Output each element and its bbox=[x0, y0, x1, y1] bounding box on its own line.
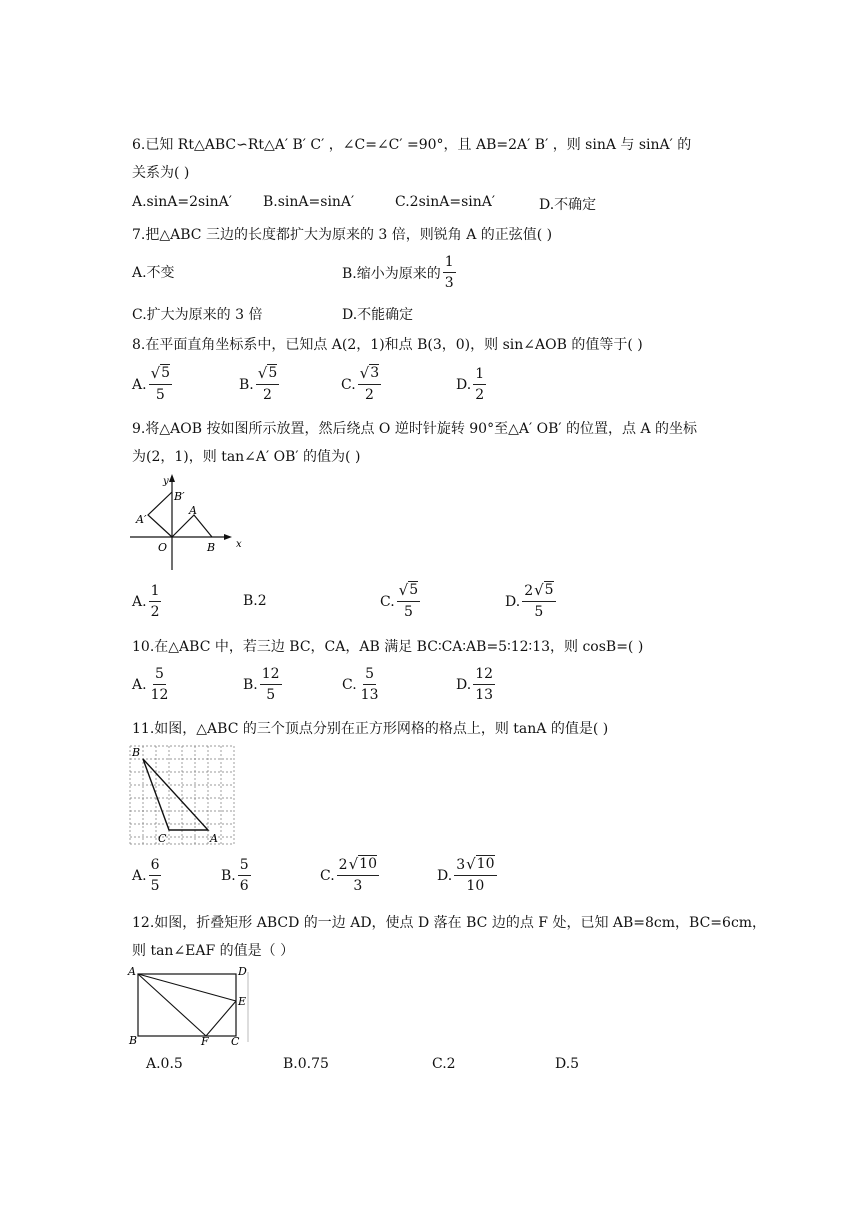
q6-line1: 6.已知 Rt△ABC∽Rt△A′ B′ C′ ，∠C=∠C′ =90°，且 AB=2A′ B′ ，则 sinA 与 sinA′ 的 bbox=[132, 137, 692, 153]
option-fraction bbox=[397, 581, 420, 622]
option-label: C. bbox=[342, 676, 357, 693]
segment-fe bbox=[206, 1001, 236, 1036]
triangle-aob bbox=[172, 515, 212, 537]
q6-line2: 关系为( ) bbox=[132, 165, 190, 181]
fraction-denominator: 12 bbox=[150, 687, 169, 703]
q12-option-d: D.5 bbox=[555, 1056, 580, 1072]
sqrt-icon: √ 5 bbox=[534, 581, 554, 599]
q10-option-c bbox=[342, 664, 381, 705]
coefficient: 3 bbox=[456, 857, 466, 873]
option-label: B. bbox=[243, 676, 258, 693]
fraction-denominator: 6 bbox=[239, 878, 249, 894]
a-label: A bbox=[189, 504, 197, 517]
coefficient: 2 bbox=[338, 857, 348, 873]
option-fraction bbox=[522, 581, 555, 622]
fraction-numerator: 6 bbox=[149, 855, 162, 876]
q9-option-c bbox=[380, 581, 420, 622]
q8-option-b bbox=[239, 364, 279, 405]
q7-option-d: D.不能确定 bbox=[342, 307, 414, 323]
d-label: D bbox=[238, 965, 247, 978]
q7-text: 7.把△ABC 三边的长度都扩大为原来的 3 倍，则锐角 A 的正弦值( ) bbox=[132, 227, 553, 243]
option-fraction bbox=[149, 664, 171, 705]
rectangle-abcd bbox=[138, 974, 236, 1036]
q9-option-b: B.2 bbox=[243, 593, 267, 609]
q8-option-c bbox=[341, 364, 381, 405]
fraction-denominator: 5 bbox=[534, 604, 544, 620]
fraction-numerator bbox=[454, 855, 496, 876]
fraction-numerator: 1 bbox=[443, 252, 456, 273]
b-label: B bbox=[132, 746, 141, 759]
option-fraction bbox=[260, 664, 282, 705]
q8-option-d bbox=[456, 364, 486, 405]
q8-text: 8.在平面直角坐标系中，已知点 A(2，1)和点 B(3，0)，则 sin∠AOB 的值等于( ) bbox=[132, 337, 643, 353]
sqrt-icon: √ 3 bbox=[359, 364, 380, 382]
a-label: A bbox=[210, 832, 218, 845]
fraction-denominator: 5 bbox=[155, 387, 165, 403]
q12-option-c: C.2 bbox=[432, 1056, 456, 1072]
option-label: C. bbox=[341, 376, 356, 393]
fraction-denominator: 10 bbox=[466, 878, 485, 894]
fraction-numerator bbox=[337, 855, 379, 876]
fraction-denominator: 5 bbox=[150, 878, 160, 894]
coefficient: 2 bbox=[524, 583, 534, 599]
x-axis-arrow-icon bbox=[224, 534, 232, 540]
q12-figure bbox=[126, 964, 256, 1046]
option-fraction bbox=[358, 364, 381, 405]
q10-text: 10.在△ABC 中，若三边 BC，CA，AB 满足 BC∶CA∶AB=5∶12∶13，则 cosB=( ) bbox=[132, 639, 644, 655]
q11-text: 11.如图，△ABC 的三个顶点分别在正方形网格的格点上，则 tanA 的值是( ) bbox=[132, 721, 609, 737]
q7-option-b-fraction bbox=[443, 252, 456, 293]
fraction-denominator: 2 bbox=[475, 387, 485, 403]
q12-option-a: A.0.5 bbox=[146, 1056, 183, 1072]
q11-option-c bbox=[320, 855, 379, 896]
fraction-numerator bbox=[358, 364, 381, 385]
radicand: 5 bbox=[409, 582, 419, 598]
q12-line2: 则 tan∠EAF 的值是（ ） bbox=[132, 943, 295, 959]
b-label: B bbox=[207, 541, 216, 554]
fraction-denominator: 2 bbox=[150, 604, 160, 620]
q6-option-a: A.sinA=2sinA′ bbox=[132, 194, 232, 210]
q7-option-b-prefix: B.缩小为原来的 bbox=[342, 265, 441, 282]
fraction-numerator bbox=[522, 581, 555, 602]
option-label: A. bbox=[132, 593, 147, 610]
fraction-numerator: 1 bbox=[473, 364, 486, 385]
x-label: x bbox=[236, 539, 242, 550]
q9-figure bbox=[128, 470, 246, 574]
f-label: F bbox=[201, 1035, 209, 1046]
radicand: 3 bbox=[370, 365, 380, 381]
e-label: E bbox=[238, 995, 247, 1008]
q9-option-a bbox=[132, 581, 161, 622]
fraction-denominator: 5 bbox=[403, 604, 413, 620]
option-fraction bbox=[454, 855, 496, 896]
option-label: A. bbox=[132, 867, 147, 884]
fraction-denominator: 2 bbox=[364, 387, 374, 403]
option-fraction bbox=[473, 664, 495, 705]
q6-option-d: D.不确定 bbox=[539, 197, 597, 213]
q11-option-d bbox=[437, 855, 497, 896]
option-label: D. bbox=[505, 593, 521, 610]
radicand: 5 bbox=[268, 365, 278, 381]
q10-option-b bbox=[243, 664, 282, 705]
q7-option-c: C.扩大为原来的 3 倍 bbox=[132, 307, 263, 323]
sqrt-icon: √ 5 bbox=[150, 364, 171, 382]
fraction-denominator: 3 bbox=[353, 878, 363, 894]
fraction-numerator: 5 bbox=[153, 664, 166, 685]
q10-option-a bbox=[132, 664, 170, 705]
option-label: D. bbox=[456, 376, 472, 393]
fraction-denominator: 5 bbox=[266, 687, 276, 703]
q7-option-a: A.不变 bbox=[132, 265, 175, 281]
option-fraction bbox=[149, 855, 162, 896]
c-label: C bbox=[158, 832, 167, 845]
a-label: A bbox=[128, 965, 136, 978]
radicand: 10 bbox=[476, 856, 495, 872]
option-label: D. bbox=[437, 867, 453, 884]
q6-option-b: B.sinA=sinA′ bbox=[263, 194, 355, 210]
option-label: A. bbox=[132, 376, 147, 393]
q6-option-c: C.2sinA=sinA′ bbox=[395, 194, 496, 210]
option-label: B. bbox=[239, 376, 254, 393]
c-label: C bbox=[231, 1035, 240, 1046]
q8-option-a bbox=[132, 364, 172, 405]
option-label: D. bbox=[456, 676, 472, 693]
sqrt-icon: √ 10 bbox=[348, 855, 377, 873]
fraction-denominator: 13 bbox=[475, 687, 494, 703]
radicand: 5 bbox=[161, 365, 171, 381]
fraction-numerator: 5 bbox=[238, 855, 251, 876]
triangle-abc bbox=[143, 759, 208, 830]
fraction-denominator: 13 bbox=[360, 687, 379, 703]
fraction-numerator: 12 bbox=[473, 664, 495, 685]
y-axis-arrow-icon bbox=[169, 474, 175, 482]
option-fraction bbox=[473, 364, 486, 405]
q11-figure bbox=[128, 744, 236, 846]
option-fraction bbox=[256, 364, 279, 405]
option-label: C. bbox=[320, 867, 335, 884]
fraction-numerator bbox=[397, 581, 420, 602]
option-fraction bbox=[238, 855, 251, 896]
sqrt-icon: √ 10 bbox=[466, 855, 495, 873]
q12-line1: 12.如图，折叠矩形 ABCD 的一边 AD，使点 D 落在 BC 边的点 F 处，已知 AB=8cm，BC=6cm， bbox=[132, 915, 767, 931]
fraction-denominator: 2 bbox=[263, 387, 272, 403]
sqrt-icon: √ 5 bbox=[257, 364, 278, 382]
a-prime-label: A′ bbox=[136, 513, 147, 526]
q11-option-b bbox=[221, 855, 251, 896]
radicand: 10 bbox=[359, 856, 377, 872]
fraction-numerator bbox=[149, 364, 172, 385]
q12-option-b: B.0.75 bbox=[283, 1056, 329, 1072]
fraction-numerator: 5 bbox=[363, 664, 376, 685]
option-label: C. bbox=[380, 593, 395, 610]
fraction-numerator: 12 bbox=[260, 664, 282, 685]
fraction-numerator bbox=[256, 364, 279, 385]
radicand: 5 bbox=[544, 582, 554, 598]
option-fraction bbox=[149, 364, 172, 405]
q9-option-d bbox=[505, 581, 556, 622]
o-label: O bbox=[158, 541, 168, 554]
q9-line2: 为(2，1)，则 tan∠A′ OB′ 的值为( ) bbox=[132, 449, 361, 465]
q7-option-b bbox=[342, 252, 456, 293]
q10-option-d bbox=[456, 664, 495, 705]
b-prime-label: B′ bbox=[174, 490, 185, 503]
sqrt-icon: √ 5 bbox=[398, 581, 419, 599]
fraction-numerator: 1 bbox=[149, 581, 162, 602]
y-label: y bbox=[163, 476, 169, 487]
option-fraction bbox=[149, 581, 162, 622]
option-label: A. bbox=[132, 676, 147, 693]
q9-line1: 9.将△AOB 按如图所示放置，然后绕点 O 逆时针旋转 90°至△A′ OB′ 的位置，点 A 的坐标 bbox=[132, 421, 698, 437]
b-label: B bbox=[129, 1034, 138, 1046]
option-fraction bbox=[359, 664, 381, 705]
triangle-a-prime-o-b-prime bbox=[148, 492, 172, 537]
q11-option-a bbox=[132, 855, 161, 896]
option-fraction bbox=[337, 855, 379, 896]
option-label: B. bbox=[221, 867, 236, 884]
square-grid bbox=[130, 746, 234, 844]
fraction-denominator: 3 bbox=[444, 275, 454, 291]
